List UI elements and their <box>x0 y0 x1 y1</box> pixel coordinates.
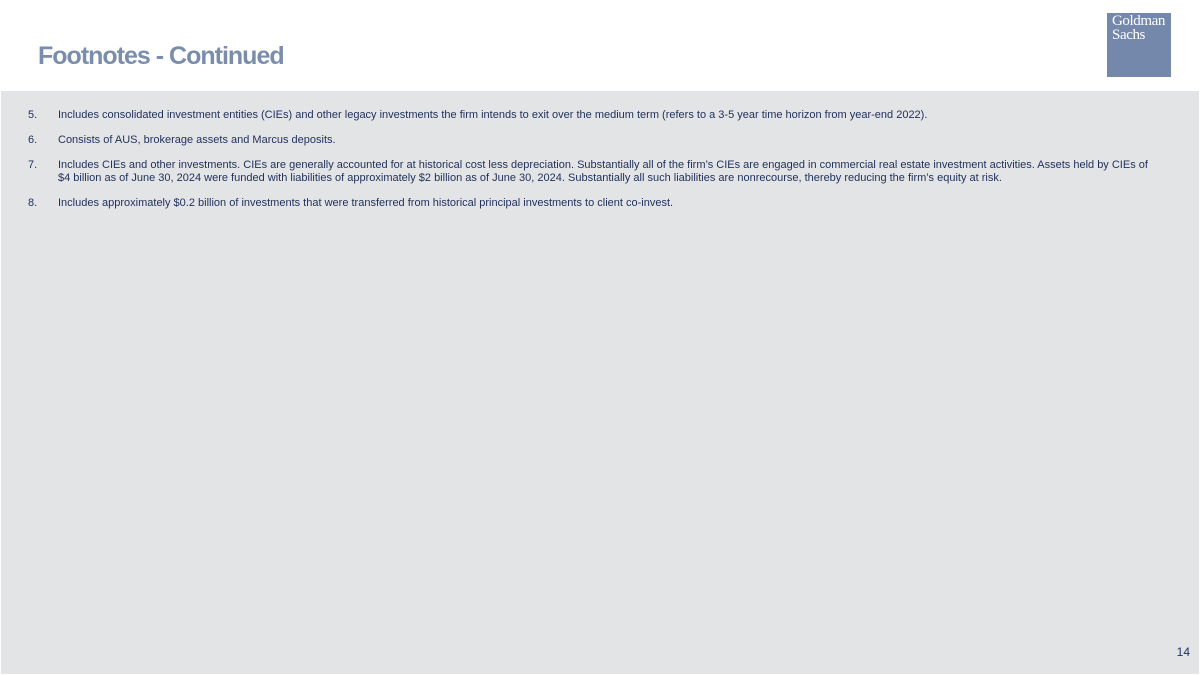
footnote-8 <box>28 197 1158 210</box>
logo-line-2: Sachs <box>1112 27 1145 43</box>
footnote-number: 5. <box>28 109 38 121</box>
footnote-7 <box>28 159 1158 185</box>
footnote-5 <box>28 109 1158 122</box>
footnote-text: Includes approximately $0.2 billion of investments that were transferred from historical principal investments to client co-invest. <box>58 197 674 209</box>
footnote-text: Includes CIEs and other investments. CIEs are generally accounted for at historical cost less depreciation. Substantially all of the firm’s CIEs are engaged in commercial real estate investment activities. Assets held by CIEs of $4 billion as of June 30, 2024 were funded with liabilities of approximately $2 billion as of June 30, 2024. Substantially all such liabilities are nonrecourse, thereby reducing the firm’s equity at risk. <box>58 159 1148 184</box>
footnotes-panel <box>1 91 1199 674</box>
footnote-number: 8. <box>28 197 38 209</box>
footnote-list <box>28 109 1158 222</box>
logo-line-1: Goldman <box>1112 13 1166 29</box>
page-number: 14 <box>1176 645 1190 659</box>
footnote-text: Consists of AUS, brokerage assets and Marcus deposits. <box>58 134 336 146</box>
slide-header <box>0 0 1200 91</box>
footnote-text: Includes consolidated investment entities (CIEs) and other legacy investments the firm intends to exit over the medium term (refers to a 3-5 year time horizon from year-end 2022). <box>58 109 928 121</box>
footnote-6 <box>28 134 1158 147</box>
goldman-sachs-logo <box>1107 13 1171 77</box>
page-title: Footnotes - Continued <box>38 42 284 70</box>
footnote-number: 7. <box>28 159 38 171</box>
footnote-number: 6. <box>28 134 38 146</box>
